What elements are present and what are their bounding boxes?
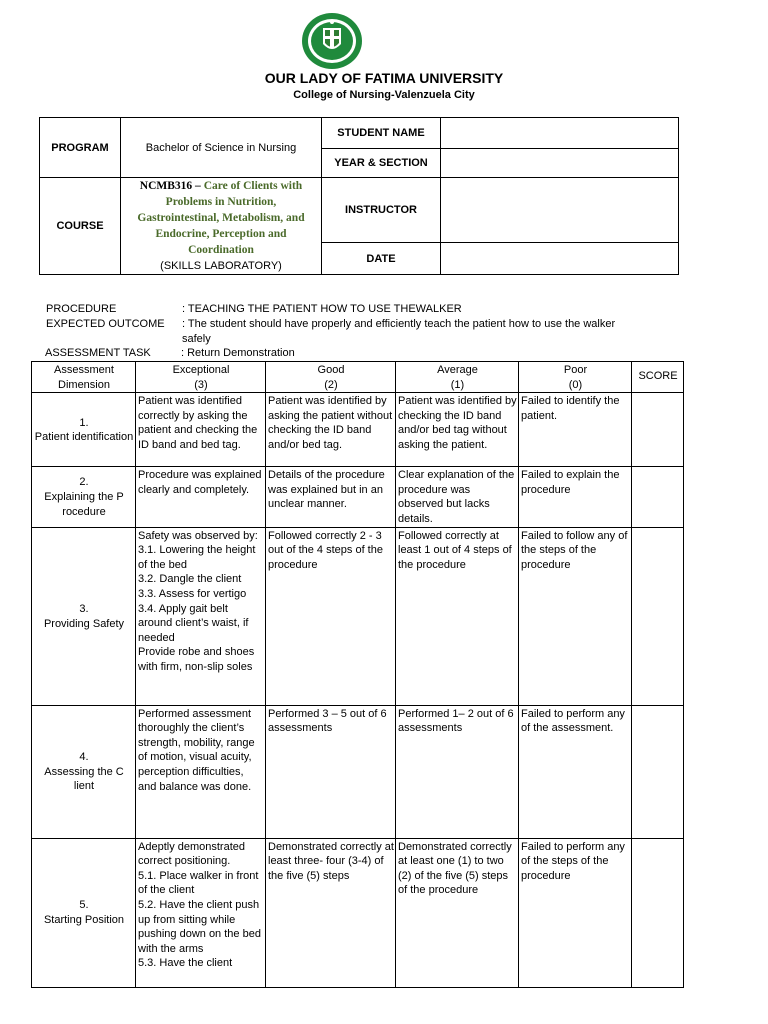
exceptional-cell: Patient was identified correctly by asking the patient and checking the ID band and bed tag.	[136, 393, 266, 467]
row-number: 1.	[79, 416, 89, 429]
poor-header-label: Poor	[563, 364, 588, 376]
university-name: OUR LADY OF FATIMA UNIVERSITY	[264, 70, 504, 86]
instructor-label: INSTRUCTOR	[322, 178, 441, 243]
average-cell: Demonstrated correctly at least one (1) to two (2) of the five (5) steps of the procedure	[396, 838, 519, 987]
dimension-label: Patient identification	[34, 431, 134, 444]
average-header-label: Average	[437, 364, 478, 376]
score-header: SCORE	[632, 362, 684, 393]
course-code: NCMB316 –	[139, 180, 201, 192]
program-label: PROGRAM	[40, 118, 121, 178]
task-label: ASSESSMENT TASK	[45, 347, 151, 359]
task-value: : Return Demonstration	[181, 347, 295, 359]
table-row	[32, 705, 684, 838]
average-cell: Followed correctly at least 1 out of 4 steps of the procedure	[396, 527, 519, 705]
average-points: (1)	[450, 378, 465, 391]
score-field[interactable]	[632, 393, 684, 467]
average-cell: Clear explanation of the procedure was observed but lacks details.	[396, 467, 519, 527]
poor-cell: Failed to identify the patient.	[519, 393, 632, 467]
procedure-value: : TEACHING THE PATIENT HOW TO USE THEWALKER	[182, 303, 462, 315]
dimension-label: Explaining the P rocedure	[44, 491, 124, 518]
exceptional-cell: Performed assessment thoroughly the client’s strength, mobility, range of motion, visual acuity, perception difficulties, and balance was done.	[136, 705, 266, 838]
table-row	[32, 467, 684, 527]
course-description	[121, 178, 322, 275]
course-title: Care of Clients with Problems in Nutrition, Gastrointestinal, Metabolism, and Endocrine, Perception and Coordination	[137, 180, 305, 256]
row-number: 5.	[79, 899, 89, 912]
score-field[interactable]	[632, 705, 684, 838]
good-points: (2)	[324, 378, 338, 391]
dimension-header: Assessment Dimension	[32, 362, 136, 393]
student-name-label: STUDENT NAME	[322, 118, 441, 149]
instructor-field[interactable]	[441, 178, 679, 243]
exceptional-cell: Safety was observed by: 3.1. Lowering the height of the bed 3.2. Dangle the client 3.3. Assess for vertigo 3.4. Apply gait belt around client’s waist, if needed Provide robe and shoes with firm, non-slip soles	[136, 527, 266, 705]
exceptional-header	[136, 362, 266, 393]
poor-cell: Failed to perform any of the assessment.	[519, 705, 632, 838]
dimension-label: Providing Safety	[43, 617, 125, 630]
table-row	[32, 838, 684, 987]
course-label: COURSE	[40, 178, 121, 275]
good-cell: Performed 3 – 5 out of 6 assessments	[266, 705, 396, 838]
dimension-cell	[32, 527, 136, 705]
exceptional-cell: Adeptly demonstrated correct positioning. 5.1. Place walker in front of the client 5.2. Have the client push up from sitting while pushing down on the bed with the arms 5.3. Have the client	[136, 838, 266, 987]
program-value: Bachelor of Science in Nursing	[121, 118, 322, 178]
poor-cell: Failed to perform any of the steps of the procedure	[519, 838, 632, 987]
student-name-field[interactable]	[441, 118, 679, 149]
exceptional-header-label: Exceptional	[172, 364, 230, 376]
average-header	[396, 362, 519, 393]
outcome-label: EXPECTED OUTCOME	[46, 318, 165, 330]
poor-points: (0)	[568, 378, 583, 391]
dimension-cell	[32, 705, 136, 838]
date-label: DATE	[322, 243, 441, 275]
college-name: College of Nursing-Valenzuela City	[293, 89, 475, 101]
good-cell: Patient was identified by asking the patient without checking the ID band and/or bed tag.	[266, 393, 396, 467]
poor-header	[519, 362, 632, 393]
good-header	[266, 362, 396, 393]
dimension-cell	[32, 467, 136, 527]
date-field[interactable]	[441, 243, 679, 275]
info-table	[39, 117, 679, 275]
table-row	[32, 393, 684, 467]
dimension-label: Starting Position	[43, 914, 125, 927]
good-cell: Followed correctly 2 - 3 out of the 4 steps of the procedure	[266, 527, 396, 705]
good-cell: Details of the procedure was explained but in an unclear manner.	[266, 467, 396, 527]
dimension-cell	[32, 838, 136, 987]
outcome-value-2: safely	[182, 333, 211, 345]
average-cell: Performed 1– 2 out of 6 assessments	[396, 705, 519, 838]
year-section-label: YEAR & SECTION	[322, 149, 441, 178]
score-field[interactable]	[632, 467, 684, 527]
poor-cell: Failed to follow any of the steps of the procedure	[519, 527, 632, 705]
good-cell: Demonstrated correctly at least three- four (3-4) of the five (5) steps	[266, 838, 396, 987]
table-row	[32, 527, 684, 705]
row-number: 2.	[79, 476, 89, 489]
average-cell: Patient was identified by checking the ID band and/or bed tag without asking the patient.	[396, 393, 519, 467]
dimension-label: Assessing the C lient	[44, 765, 124, 793]
rubric-table	[31, 361, 684, 988]
poor-cell: Failed to explain the procedure	[519, 467, 632, 527]
exceptional-cell: Procedure was explained clearly and completely.	[136, 467, 266, 527]
outcome-value: : The student should have properly and efficiently teach the patient how to use the walker	[182, 318, 616, 330]
row-number: 4.	[79, 751, 89, 764]
exceptional-points: (3)	[194, 378, 208, 391]
dimension-cell	[32, 393, 136, 467]
row-number: 3.	[79, 602, 89, 615]
procedure-label: PROCEDURE	[46, 303, 117, 315]
year-section-field[interactable]	[441, 149, 679, 178]
university-seal-icon	[301, 12, 363, 70]
score-field[interactable]	[632, 838, 684, 987]
score-field[interactable]	[632, 527, 684, 705]
course-sub: (SKILLS LABORATORY)	[160, 260, 282, 272]
good-header-label: Good	[317, 364, 345, 376]
